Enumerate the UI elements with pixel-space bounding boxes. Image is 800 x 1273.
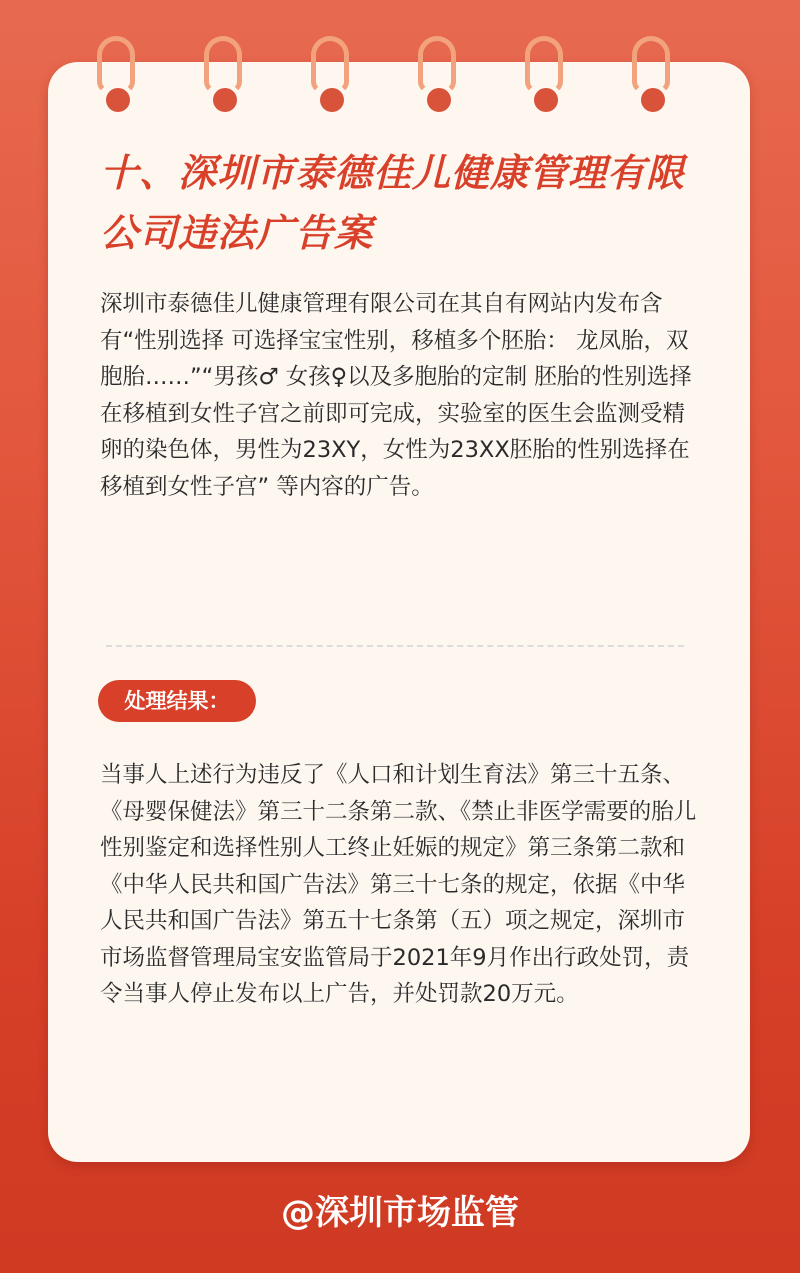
case-title: 十、深圳市泰德佳儿健康管理有限公司违法广告案 [100, 151, 686, 255]
binder-ring-icon [521, 36, 571, 112]
result-label-badge: 处理结果： [98, 680, 256, 722]
case-description: 深圳市泰德佳儿健康管理有限公司在其自有网站内发布含有“性别选择 可选择宝宝性别，移植多个胚胎： 龙凤胎，双胞胎……”“男孩♂ 女孩♀以及多胞胎的定制 胚胎的性别选择在移植到女性子宫之前即可完成，实验室的医生会监测受精卵的染色体，男性为23XY，女性为23XX胚胎的性别选择在移植到女性子宫” 等内容的广告。 [100, 291, 692, 500]
binder-ring-icon [307, 36, 357, 112]
footer-account: @深圳市场监管 [281, 1193, 519, 1233]
dashed-divider [106, 645, 684, 647]
binder-ring-icon [628, 36, 678, 112]
binder-ring-icon [200, 36, 250, 112]
binder-ring-icon [414, 36, 464, 112]
binder-ring-icon [93, 36, 143, 112]
result-text: 当事人上述行为违反了《人口和计划生育法》第三十五条、《母婴保健法》第三十二条第二款、《禁止非医学需要的胎儿性别鉴定和选择性别人工终止妊娠的规定》第三条第二款和《中华人民共和国广告法》第三十七条的规定，依据《中华人民共和国广告法》第五十七条第（五）项之规定，深圳市市场监督管理局宝安监管局于2021年9月作出行政处罚，责令当事人停止发布以上广告，并处罚款20万元。 [100, 762, 697, 1007]
